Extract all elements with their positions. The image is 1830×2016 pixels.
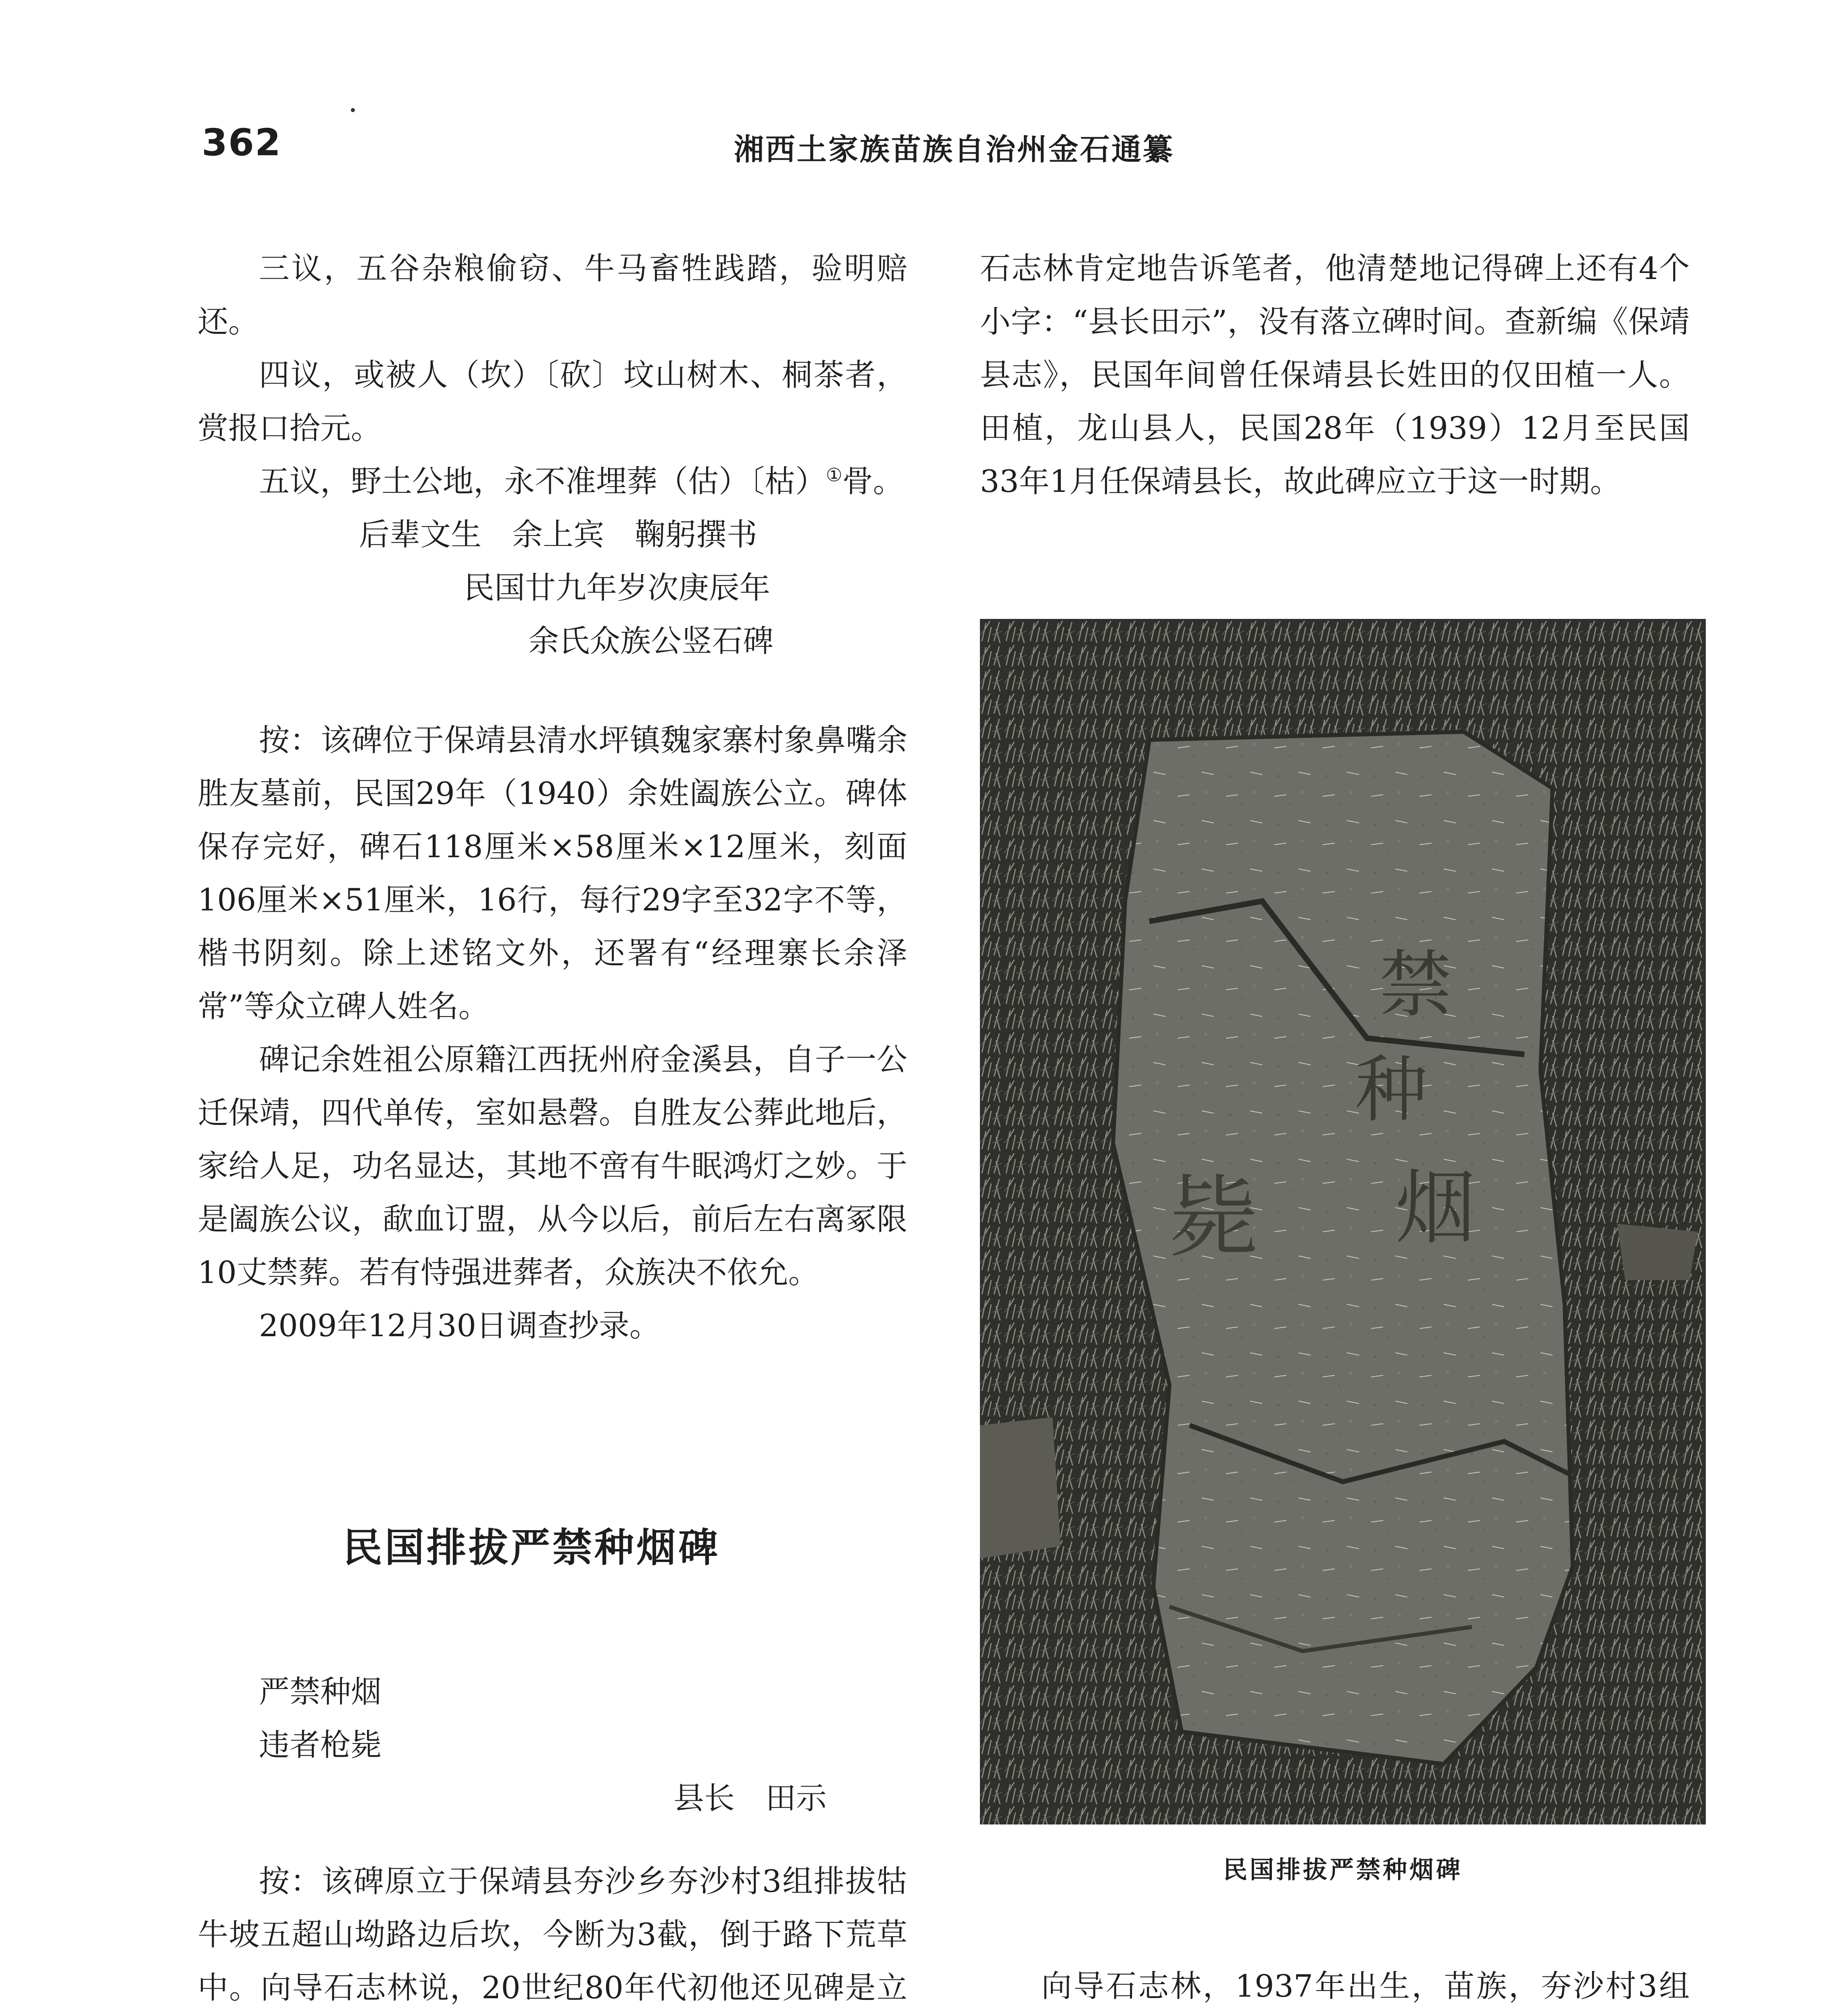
note-paragraph: 碑记余姓祖公原籍江西抚州府金溪县，自子一公迁保靖，四代单传，室如悬磬。自胜友公葬此地后，家给人足，功名显达，其地不啻有牛眠鸿灯之妙。于是阖族公议，歃血订盟，从今以后，前后左右离冢限10丈禁葬。若有恃强进葬者，众族决不依允。 <box>198 1041 907 1290</box>
right-top-text <box>980 242 1690 508</box>
signature-line: 县长 田示 <box>673 1780 827 1816</box>
inscription-line-end: 骨。 <box>842 463 904 499</box>
continued-paragraph: 石志林肯定地告诉笔者，他清楚地记得碑上还有4个小字：“县长田示”，没有落立碑时间。查新编《保靖县志》，民国年间曾任保靖县长姓田的仅田植一人。田植，龙山县人，民国28年（1939）12月至民国33年1月任保靖县长，故此碑应立于这一时期。 <box>980 250 1690 499</box>
notes-one <box>198 714 907 1352</box>
inscription-line: 四议，或被人（坎）〔砍〕坟山树木、桐茶者，赏报口拾元。 <box>198 357 907 446</box>
photo-caption: 民国排拔严禁种烟碑 <box>1223 1856 1463 1884</box>
running-title: 湘西土家族苗族自治州金石通纂 <box>734 132 1174 167</box>
note-date: 2009年12月30日调查抄录。 <box>259 1308 660 1343</box>
right-bottom-text <box>980 1960 1690 2016</box>
note-paragraph: 按：该碑原立于保靖县夯沙乡夯沙村3组排拔牯牛坡五超山坳路边后坎，今断为3截，倒于路下荒草中。向导石志林说，20世纪80年代初他还见碑是立 <box>198 1863 907 2006</box>
inscription-line: 严禁种烟 <box>259 1674 381 1710</box>
stone-char: 毙 <box>1169 1166 1259 1269</box>
signature-line: 余氏众族公竖石碑 <box>528 623 773 659</box>
inscription-line-text: 五议，野土公地，永不准埋葬（估）〔枯） <box>259 463 826 499</box>
inscription-one <box>198 242 907 668</box>
inscription-two <box>198 1665 907 1825</box>
signature-line: 民国廿九年岁次庚辰年 <box>464 570 770 606</box>
inscription-line: 违者枪毙 <box>259 1727 381 1763</box>
inscription-line <box>198 455 907 508</box>
page-number: 362 <box>202 121 282 164</box>
notes-two <box>198 1855 907 2016</box>
signature-line: 后辈文生 余上宾 鞠躬撰书 <box>359 516 757 552</box>
section-title: 民国排拔严禁种烟碑 <box>343 1525 721 1571</box>
stele-photo <box>980 619 1706 1824</box>
stone-char: 种 <box>1355 1048 1428 1132</box>
inscription-line: 三议，五谷杂粮偷窃、牛马畜牲践踏，验明赔还。 <box>198 250 907 339</box>
guide-paragraph: 向导石志林，1937年出生，苗族，夯沙村3组 <box>1041 1968 1690 2004</box>
stone-char: 烟 <box>1395 1161 1476 1255</box>
stone-char: 禁 <box>1379 943 1452 1027</box>
footnote-ref: ① <box>826 464 842 486</box>
stele-photo-art <box>980 619 1706 1824</box>
note-paragraph: 按：该碑位于保靖县清水坪镇魏家寨村象鼻嘴余胜友墓前，民国29年（1940）余姓阖族公立。碑体保存完好，碑石118厘米×58厘米×12厘米，刻面106厘米×51厘米，16行，每行29字至32字不等，楷书阴刻。除上述铭文外，还署有“经理寨长余泽常”等众立碑人姓名。 <box>198 722 907 1024</box>
print-speck <box>351 108 355 112</box>
